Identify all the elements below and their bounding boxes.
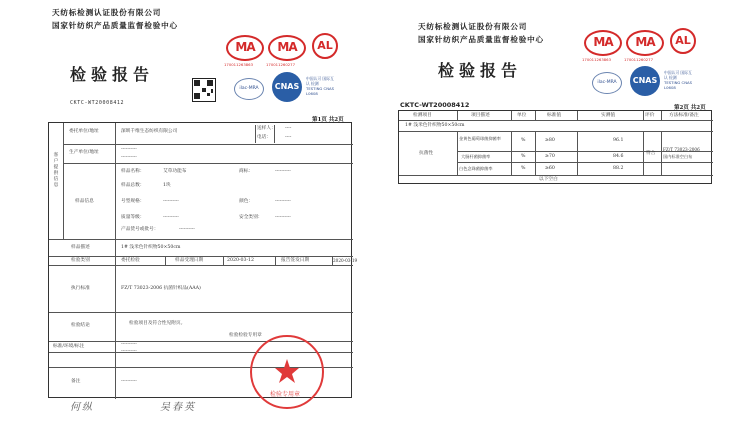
client-group-label: 客户提供信息 bbox=[53, 153, 59, 188]
phone-label: 电话： bbox=[257, 135, 272, 140]
trademark-value: ---------- bbox=[275, 169, 291, 174]
result-standard: ≥70 bbox=[545, 154, 555, 159]
result-desc: 白色念珠菌抑菌率 bbox=[459, 166, 493, 171]
page-indicator: 第1页 共2页 bbox=[312, 117, 344, 123]
result-standard: ≥80 bbox=[545, 138, 555, 143]
client-value: 深圳千维生态纺织有限公司 bbox=[121, 129, 178, 134]
grade-value: ---------- bbox=[163, 215, 179, 220]
report-page-2 bbox=[390, 0, 730, 446]
page-indicator: 第2页 共2页 bbox=[674, 105, 706, 111]
result-standard: ≥60 bbox=[545, 166, 555, 171]
type-value: 委托检验 bbox=[121, 258, 140, 263]
sender-value: ---- bbox=[285, 126, 292, 131]
result-value: 96.1 bbox=[613, 138, 624, 143]
results-table bbox=[398, 110, 712, 184]
sender-label: 送样人： bbox=[257, 126, 276, 131]
sample-info-label: 样品信息 bbox=[75, 199, 94, 204]
org-name-line2: 国家针纺织产品质量监督检验中心 bbox=[52, 21, 178, 30]
evaluation-value: 符合 bbox=[646, 151, 656, 156]
producer-value-2: ---------- bbox=[121, 155, 137, 160]
report-title: 检验报告 bbox=[70, 65, 155, 84]
result-unit: % bbox=[521, 166, 526, 171]
batch-value: ---------- bbox=[179, 227, 195, 232]
header-measured: 实测值 bbox=[601, 113, 616, 118]
conclusion-value: 检验项目及符合性见附页。 bbox=[129, 321, 186, 326]
sample-name-label: 样品名称： bbox=[121, 169, 145, 174]
report-date-value: 2020-03-19 bbox=[333, 258, 358, 263]
spec-label: 号型规格： bbox=[121, 199, 145, 204]
result-desc: 大肠杆菌抑菌率 bbox=[461, 154, 491, 159]
producer-value: ---------- bbox=[121, 147, 137, 152]
org-name-line1: 天纺标检测认证股份有限公司 bbox=[52, 8, 162, 17]
color-label: 颜色： bbox=[239, 199, 254, 204]
phone-value: ---- bbox=[285, 135, 292, 140]
cma-cert-number: 170011263863 bbox=[224, 62, 253, 67]
cma-cert-number: 170011263863 bbox=[582, 57, 611, 62]
seal-text: 检验专用章 bbox=[270, 391, 301, 398]
type-label: 检验类别 bbox=[71, 258, 90, 263]
receive-date-label: 样品受理日期 bbox=[175, 258, 204, 263]
conclusion-stamp-note: 检验检验专用章 bbox=[229, 333, 262, 338]
sample-count-label: 样品总数： bbox=[121, 183, 145, 188]
cnas-info: 中国认可 国际互认 检测 TESTING CNAS L0608 bbox=[306, 76, 335, 96]
cma-cert-number: 170011260277 bbox=[266, 62, 295, 67]
signer-value-1: ---------- bbox=[121, 342, 137, 347]
receive-date-value: 2020-03-12 bbox=[227, 258, 255, 263]
client-label: 委托单位/地址 bbox=[69, 129, 99, 134]
result-unit: % bbox=[521, 154, 526, 159]
signature-2: 吴春英 bbox=[160, 402, 196, 413]
result-unit: % bbox=[521, 138, 526, 143]
signer-label: 标准/环境/标注 bbox=[53, 344, 85, 349]
result-value: 84.6 bbox=[613, 154, 624, 159]
cnas-icon: CNAS bbox=[272, 72, 302, 102]
method-note: 国内标准空白布 bbox=[663, 154, 693, 159]
header-test-item: 检测项目 bbox=[413, 113, 432, 118]
group-label: 抗菌性 bbox=[419, 151, 434, 156]
trademark-label: 商标： bbox=[239, 169, 254, 174]
standard-label: 执行标准 bbox=[71, 286, 90, 291]
signature-1: 何纵 bbox=[70, 402, 94, 413]
header-unit: 单位 bbox=[517, 113, 527, 118]
header-evaluation: 评价 bbox=[645, 113, 655, 118]
report-title: 检验报告 bbox=[438, 61, 523, 80]
report-number: CKTC-WT20008412 bbox=[400, 101, 470, 109]
remark-value: ---------- bbox=[121, 379, 137, 384]
color-value: ---------- bbox=[275, 199, 291, 204]
method-standard: FZ/T 73023-2006 bbox=[663, 147, 700, 152]
report-page-1 bbox=[30, 0, 370, 446]
cnas-icon: CNAS bbox=[630, 66, 660, 96]
report-number: CKTC-WT20008412 bbox=[70, 100, 125, 106]
sample-name-value: 艾草功能布 bbox=[163, 169, 187, 174]
cma-mark-icon: MA bbox=[226, 35, 264, 61]
result-desc: 金黄色葡萄球菌抑菌率 bbox=[459, 136, 501, 141]
cma-mark-icon: MA bbox=[268, 35, 306, 61]
ilac-mra-icon: ilac-MRA bbox=[592, 72, 622, 94]
qr-code-icon bbox=[192, 78, 216, 102]
remark-label: 备注 bbox=[71, 379, 81, 384]
cal-mark-icon: AL bbox=[670, 28, 696, 54]
safety-label: 安全类别： bbox=[239, 215, 263, 220]
cal-mark-icon: AL bbox=[312, 33, 338, 59]
spec-value: ---------- bbox=[163, 199, 179, 204]
sample-row: 1# 浅米色针织物50×50cm bbox=[405, 123, 465, 128]
grade-label: 质量等级： bbox=[121, 215, 145, 220]
standard-value: FZ/T 73023-2006 抗菌针织品(AAA) bbox=[121, 286, 201, 291]
conclusion-label: 检验结论 bbox=[71, 323, 90, 328]
org-name-line1: 天纺标检测认证股份有限公司 bbox=[418, 22, 528, 31]
report-date-label: 报告签发日期 bbox=[281, 258, 310, 263]
sample-count-value: 1块 bbox=[163, 183, 171, 188]
result-value: 88.2 bbox=[613, 166, 624, 171]
cma-mark-icon: MA bbox=[584, 30, 622, 56]
producer-label: 生产单位/地址 bbox=[69, 150, 99, 155]
blank-below-note: 以下空白 bbox=[539, 177, 558, 182]
desc-value: 1# 浅米色针织物50×50cm bbox=[121, 245, 181, 250]
cma-cert-number: 170011260277 bbox=[624, 57, 653, 62]
cma-mark-icon: MA bbox=[626, 30, 664, 56]
header-description: 项目描述 bbox=[471, 113, 490, 118]
safety-value: ---------- bbox=[275, 215, 291, 220]
org-name-line2: 国家针纺织产品质量监督检验中心 bbox=[418, 35, 544, 44]
header-method: 方法标准/备注 bbox=[669, 113, 699, 118]
ilac-mra-icon: ilac-MRA bbox=[234, 78, 264, 100]
desc-label: 样品描述 bbox=[71, 245, 90, 250]
header-standard: 标准值 bbox=[547, 113, 562, 118]
signer-value-2: ---------- bbox=[121, 349, 137, 354]
batch-label: 产品货号或批号： bbox=[121, 227, 159, 232]
cnas-info: 中国认可 国际互认 检测 TESTING CNAS L0608 bbox=[664, 70, 693, 90]
